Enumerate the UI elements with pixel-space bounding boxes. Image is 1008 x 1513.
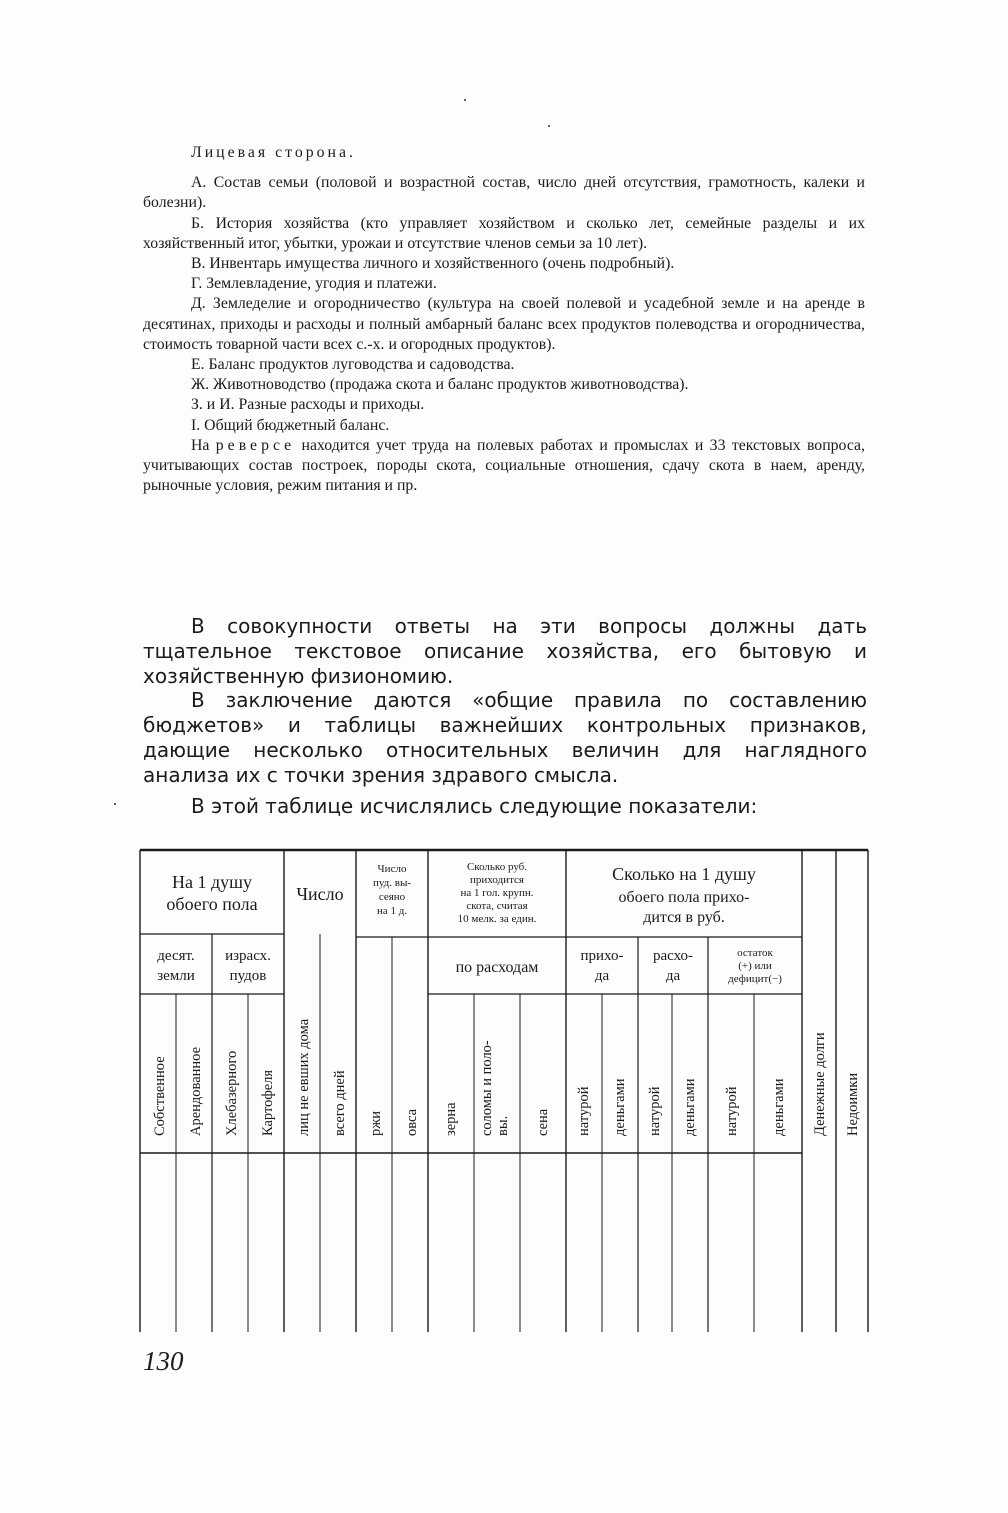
- questionnaire-item: Г. Землевладение, угодия и платежи.: [191, 275, 437, 293]
- speck: [114, 803, 116, 805]
- questionnaire-item: Е. Баланс продуктов луговодства и садоводства.: [191, 356, 515, 374]
- column-header-hay: сена: [535, 1108, 551, 1136]
- header-rubles-per-capita: обоего пола прихо-: [618, 889, 750, 906]
- column-header-persons-away: лиц не евших дома: [296, 1018, 312, 1136]
- column-header-own: Собственное: [152, 1056, 168, 1136]
- body-paragraph: В заключение даются «общие правила по составлению бюджетов» и таблицы важнейших контрольных признаков, дающие несколько относительных величин для наглядного анализа их с точки зрения здравого смысла.: [143, 688, 867, 787]
- column-header-straw-cont: вы.: [495, 1115, 511, 1136]
- body-paragraph: В совокупности ответы на эти вопросы должны дать тщательное текстовое описание хозяйства, его бытовую и хозяйственную физиономию.: [143, 614, 867, 688]
- column-header-expense-money: деньгами: [682, 1078, 698, 1136]
- column-header-grain-feed: зерна: [443, 1102, 459, 1136]
- header-rubles-per-head: приходится: [470, 874, 524, 886]
- header-sown: пуд. вы-: [372, 877, 412, 889]
- column-header-grain: Хлебазерного: [224, 1050, 240, 1136]
- column-header-balance-kind: натурой: [724, 1086, 740, 1136]
- header-rubles-per-head: скота, считая: [466, 900, 528, 912]
- column-header-debts: Денежные долги: [812, 1032, 828, 1136]
- subheader-expenses: по расходам: [455, 959, 539, 976]
- subheader-poods: израсх.: [225, 948, 271, 964]
- header-rubles-per-head: на 1 гол. крупн.: [460, 887, 534, 899]
- subheader-land: земли: [157, 968, 195, 984]
- questionnaire-item: Б. История хозяйства (кто управляет хозяйством и сколько лет, семейные разделы и их хозяйственный итог, убытки, урожаи и отсутствие членов семьи за 10 лет).: [143, 214, 865, 252]
- header-sown: сеяно: [378, 891, 406, 903]
- speck: [464, 99, 466, 101]
- column-header-oats: овса: [404, 1108, 420, 1136]
- column-header-income-money: деньгами: [612, 1078, 628, 1136]
- questionnaire-item: I. Общий бюджетный баланс.: [191, 416, 390, 434]
- subheader-expense: да: [665, 968, 681, 984]
- reverse-lead: На: [191, 436, 210, 454]
- column-header-rye: ржи: [368, 1110, 384, 1136]
- questionnaire-heading: Лицевая сторона.: [191, 144, 356, 161]
- subheader-expense: расхо-: [652, 948, 694, 964]
- page-number: 130: [143, 1346, 184, 1376]
- questionnaire-item: Ж. Животноводство (продажа скота и баланс продуктов животноводства).: [191, 376, 689, 394]
- column-header-balance-money: деньгами: [771, 1078, 787, 1136]
- header-rubles-per-head: 10 мелк. за един.: [457, 913, 537, 925]
- questionnaire-item: З. и И. Разные расходы и приходы.: [191, 396, 425, 414]
- speck: [548, 125, 550, 127]
- questionnaire-block: [143, 143, 865, 496]
- column-header-expense-kind: натурой: [647, 1086, 663, 1136]
- body-text: [143, 614, 867, 818]
- header-per-capita: обоего пола: [166, 894, 258, 914]
- subheader-income: да: [594, 968, 610, 984]
- column-header-income-kind: натурой: [576, 1086, 592, 1136]
- column-header-potato: Картофеля: [260, 1069, 276, 1136]
- questionnaire-item: Д. Земледелие и огородничество (культура на своей полевой и усадебной земле и на аренде в десятинах, приходы и расходы и полный амбарный баланс всех продуктов полеводства и огородничества, стоимость товарной части всех с.-х. и огородных продуктов).: [143, 295, 865, 353]
- reverse-paragraph: [143, 436, 865, 497]
- indicators-table: [138, 848, 872, 1338]
- header-sown: на 1 д.: [376, 905, 408, 917]
- reverse-word: реверсе: [215, 436, 296, 454]
- subheader-balance: (+) или: [738, 960, 772, 972]
- subheader-balance: дефицит(−): [728, 973, 782, 985]
- column-header-rented: Арендованное: [188, 1046, 204, 1136]
- subheader-land: десят.: [157, 948, 195, 964]
- subheader-income: прихо-: [580, 948, 624, 964]
- indicators-table-svg: [138, 848, 872, 1334]
- header-sown: Число: [377, 863, 407, 875]
- body-paragraph: В этой таблице исчислялись следующие показатели:: [191, 793, 758, 818]
- subheader-balance: остаток: [737, 947, 773, 959]
- header-rubles-per-head: Сколько руб.: [466, 861, 528, 873]
- header-rubles-per-capita: дится в руб.: [643, 909, 725, 926]
- header-rubles-per-capita: Сколько на 1 душу: [612, 864, 756, 884]
- subheader-poods: пудов: [229, 968, 267, 984]
- column-header-straw: соломы и поло-: [479, 1040, 495, 1136]
- column-header-total-days: всего дней: [332, 1070, 348, 1136]
- column-header-arrears: Недоимки: [845, 1072, 861, 1136]
- header-number: Число: [296, 884, 344, 904]
- questionnaire-item: В. Инвентарь имущества личного и хозяйственного (очень подробный).: [191, 255, 675, 273]
- reverse-rest: находится учет труда на полевых работах и промыслах и 33 текстовых вопроса, учитывающих состав построек, породы скота, социальные отношения, сдачу скота в наем, аренду, рыночные условия, режим питания и пр.: [143, 436, 865, 495]
- header-per-capita: На 1 душу: [171, 872, 253, 892]
- questionnaire-item: А. Состав семьи (половой и возрастной состав, число дней отсутствия, грамотность, калеки и болезни).: [143, 174, 865, 212]
